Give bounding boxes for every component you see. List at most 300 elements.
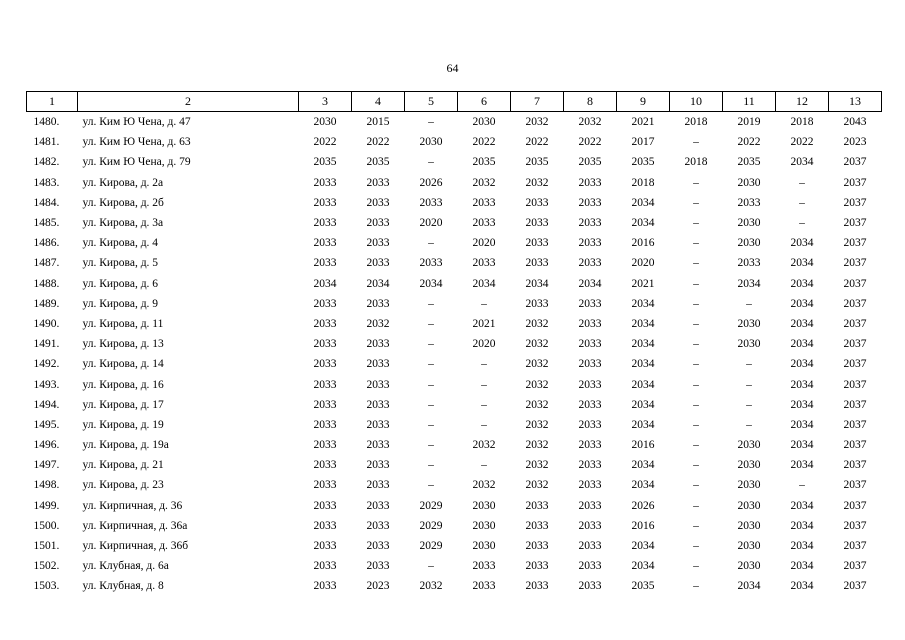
- row-address: ул. Кирова, д. 19а: [82, 439, 169, 452]
- year-cell-col-8: 2033: [578, 540, 602, 553]
- year-cell-col-7: 2033: [525, 237, 549, 250]
- year-cell-col-11: 2022: [737, 136, 761, 149]
- year-cell-col-12: 2034: [790, 237, 814, 250]
- year-cell-col-8: 2033: [578, 418, 602, 431]
- page-number: 64: [446, 61, 459, 75]
- year-cell-col-10: –: [693, 176, 699, 189]
- year-cell-col-8: 2033: [578, 237, 602, 250]
- year-cell-col-5: 2026: [419, 176, 443, 189]
- year-cell-col-9: 2034: [631, 297, 655, 310]
- table-row: [27, 496, 882, 516]
- row-address: ул. Кирова, д. 14: [82, 358, 164, 371]
- year-cell-col-13: 2037: [843, 580, 867, 593]
- year-cell-col-8: 2033: [578, 499, 602, 512]
- year-cell-col-13: 2037: [843, 560, 867, 573]
- row-address: ул. Кирпичная, д. 36б: [82, 540, 189, 553]
- year-cell-col-12: –: [799, 176, 805, 189]
- year-cell-col-6: –: [481, 418, 487, 431]
- year-cell-col-4: 2033: [366, 257, 390, 270]
- year-cell-col-9: 2035: [631, 580, 655, 593]
- table-row: [27, 193, 882, 213]
- year-cell-col-3: 2033: [313, 196, 337, 209]
- year-cell-col-3: 2033: [313, 378, 337, 391]
- column-header-10: 10: [670, 92, 723, 112]
- year-cell-col-6: 2033: [472, 560, 496, 573]
- year-cell-col-13: 2037: [843, 479, 867, 492]
- column-header-6: 6: [458, 92, 511, 112]
- year-cell-col-12: 2034: [790, 560, 814, 573]
- row-number: 1502.: [33, 560, 60, 573]
- year-cell-col-12: 2022: [790, 136, 814, 149]
- year-cell-col-4: 2033: [366, 499, 390, 512]
- year-cell-col-10: –: [693, 217, 699, 230]
- row-number: 1483.: [33, 176, 60, 189]
- year-cell-col-6: 2032: [472, 176, 496, 189]
- year-cell-col-13: 2037: [843, 378, 867, 391]
- year-cell-col-5: –: [428, 378, 434, 391]
- year-cell-col-10: –: [693, 378, 699, 391]
- year-cell-col-6: 2030: [472, 499, 496, 512]
- year-cell-col-3: 2033: [313, 418, 337, 431]
- year-cell-col-12: 2034: [790, 297, 814, 310]
- row-number: 1498.: [33, 479, 60, 492]
- column-header-8: 8: [564, 92, 617, 112]
- year-cell-col-5: –: [428, 338, 434, 351]
- year-cell-col-11: 2030: [737, 317, 761, 330]
- year-cell-col-9: 2034: [631, 479, 655, 492]
- year-cell-col-12: 2034: [790, 398, 814, 411]
- table-row: [27, 274, 882, 294]
- year-cell-col-9: 2034: [631, 398, 655, 411]
- year-cell-col-4: 2033: [366, 560, 390, 573]
- year-cell-col-3: 2033: [313, 237, 337, 250]
- row-address: ул. Кирова, д. 13: [82, 338, 164, 351]
- year-cell-col-5: –: [428, 297, 434, 310]
- year-cell-col-13: 2037: [843, 176, 867, 189]
- year-cell-col-13: 2043: [843, 116, 867, 129]
- year-cell-col-10: –: [693, 317, 699, 330]
- year-cell-col-12: 2034: [790, 519, 814, 532]
- table-row: [27, 334, 882, 354]
- column-header-5: 5: [405, 92, 458, 112]
- year-cell-col-7: 2032: [525, 358, 549, 371]
- year-cell-col-8: 2033: [578, 398, 602, 411]
- year-cell-col-3: 2033: [313, 560, 337, 573]
- year-cell-col-3: 2022: [313, 136, 337, 149]
- year-cell-col-6: 2030: [472, 519, 496, 532]
- year-cell-col-10: –: [693, 277, 699, 290]
- year-cell-col-8: 2033: [578, 479, 602, 492]
- table-row: [27, 576, 882, 596]
- year-cell-col-5: –: [428, 479, 434, 492]
- year-cell-col-10: –: [693, 519, 699, 532]
- year-cell-col-10: –: [693, 196, 699, 209]
- year-cell-col-10: –: [693, 338, 699, 351]
- year-cell-col-3: 2033: [313, 479, 337, 492]
- row-number: 1480.: [33, 116, 60, 129]
- year-cell-col-4: 2033: [366, 479, 390, 492]
- year-cell-col-10: –: [693, 136, 699, 149]
- year-cell-col-3: 2033: [313, 176, 337, 189]
- year-cell-col-4: 2033: [366, 196, 390, 209]
- row-number: 1490.: [33, 317, 60, 330]
- year-cell-col-13: 2037: [843, 277, 867, 290]
- year-cell-col-4: 2033: [366, 459, 390, 472]
- year-cell-col-6: –: [481, 297, 487, 310]
- year-cell-col-3: 2033: [313, 519, 337, 532]
- row-number: 1482.: [33, 156, 60, 169]
- year-cell-col-11: 2035: [737, 156, 761, 169]
- row-number: 1494.: [33, 398, 60, 411]
- year-cell-col-13: 2037: [843, 217, 867, 230]
- year-cell-col-13: 2037: [843, 317, 867, 330]
- year-cell-col-10: –: [693, 459, 699, 472]
- year-cell-col-12: 2034: [790, 459, 814, 472]
- year-cell-col-8: 2033: [578, 176, 602, 189]
- column-header-13: 13: [829, 92, 882, 112]
- table-row: [27, 294, 882, 314]
- row-number: 1491.: [33, 338, 60, 351]
- year-cell-col-13: 2037: [843, 237, 867, 250]
- year-cell-col-11: –: [746, 398, 752, 411]
- year-cell-col-6: 2033: [472, 217, 496, 230]
- year-cell-col-5: 2029: [419, 540, 443, 553]
- row-number: 1495.: [33, 418, 60, 431]
- year-cell-col-6: –: [481, 398, 487, 411]
- year-cell-col-13: 2037: [843, 439, 867, 452]
- year-cell-col-4: 2033: [366, 176, 390, 189]
- year-cell-col-6: 2033: [472, 257, 496, 270]
- year-cell-col-10: 2018: [684, 156, 708, 169]
- year-cell-col-4: 2032: [366, 317, 390, 330]
- year-cell-col-3: 2033: [313, 317, 337, 330]
- year-cell-col-9: 2016: [631, 439, 655, 452]
- year-cell-col-7: 2033: [525, 540, 549, 553]
- year-cell-col-12: 2034: [790, 540, 814, 553]
- year-cell-col-3: 2033: [313, 540, 337, 553]
- year-cell-col-11: –: [746, 297, 752, 310]
- year-cell-col-9: 2026: [631, 499, 655, 512]
- year-cell-col-10: –: [693, 418, 699, 431]
- year-cell-col-13: 2037: [843, 297, 867, 310]
- table-row: [27, 455, 882, 475]
- row-number: 1500.: [33, 519, 60, 532]
- year-cell-col-7: 2035: [525, 156, 549, 169]
- year-cell-col-11: 2030: [737, 176, 761, 189]
- year-cell-col-8: 2033: [578, 297, 602, 310]
- year-cell-col-6: 2030: [472, 540, 496, 553]
- year-cell-col-5: –: [428, 418, 434, 431]
- year-cell-col-12: 2034: [790, 317, 814, 330]
- year-cell-col-11: 2030: [737, 237, 761, 250]
- year-cell-col-12: 2034: [790, 257, 814, 270]
- year-cell-col-10: –: [693, 479, 699, 492]
- year-cell-col-13: 2023: [843, 136, 867, 149]
- year-cell-col-7: 2033: [525, 257, 549, 270]
- year-cell-col-10: –: [693, 297, 699, 310]
- table-row: [27, 374, 882, 394]
- year-cell-col-9: 2034: [631, 358, 655, 371]
- year-cell-col-10: –: [693, 499, 699, 512]
- year-cell-col-13: 2037: [843, 156, 867, 169]
- year-cell-col-13: 2037: [843, 418, 867, 431]
- year-cell-col-12: –: [799, 196, 805, 209]
- column-header-12: 12: [776, 92, 829, 112]
- table-row: [27, 395, 882, 415]
- year-cell-col-6: 2030: [472, 116, 496, 129]
- year-cell-col-7: 2032: [525, 479, 549, 492]
- year-cell-col-7: 2033: [525, 297, 549, 310]
- year-cell-col-5: –: [428, 439, 434, 452]
- housing-registry-table: [26, 91, 882, 597]
- row-address: ул. Кирова, д. 9: [82, 297, 159, 310]
- year-cell-col-13: 2037: [843, 398, 867, 411]
- year-cell-col-11: 2030: [737, 499, 761, 512]
- year-cell-col-3: 2033: [313, 297, 337, 310]
- year-cell-col-6: –: [481, 358, 487, 371]
- year-cell-col-3: 2033: [313, 499, 337, 512]
- year-cell-col-5: –: [428, 560, 434, 573]
- year-cell-col-7: 2032: [525, 418, 549, 431]
- year-cell-col-3: 2033: [313, 358, 337, 371]
- row-address: ул. Кирова, д. 5: [82, 257, 159, 270]
- year-cell-col-4: 2035: [366, 156, 390, 169]
- year-cell-col-12: 2034: [790, 277, 814, 290]
- year-cell-col-11: 2030: [737, 439, 761, 452]
- row-number: 1493.: [33, 378, 60, 391]
- table-header: [27, 92, 882, 112]
- year-cell-col-4: 2033: [366, 338, 390, 351]
- year-cell-col-4: 2022: [366, 136, 390, 149]
- year-cell-col-13: 2037: [843, 338, 867, 351]
- year-cell-col-10: –: [693, 580, 699, 593]
- year-cell-col-6: 2032: [472, 479, 496, 492]
- year-cell-col-4: 2023: [366, 580, 390, 593]
- year-cell-col-9: 2017: [631, 136, 655, 149]
- year-cell-col-12: –: [799, 479, 805, 492]
- year-cell-col-13: 2037: [843, 358, 867, 371]
- row-number: 1487.: [33, 257, 60, 270]
- year-cell-col-9: 2034: [631, 418, 655, 431]
- year-cell-col-10: –: [693, 398, 699, 411]
- table-row: [27, 152, 882, 172]
- year-cell-col-11: –: [746, 358, 752, 371]
- table-row: [27, 253, 882, 273]
- year-cell-col-3: 2033: [313, 217, 337, 230]
- year-cell-col-13: 2037: [843, 459, 867, 472]
- year-cell-col-8: 2032: [578, 116, 602, 129]
- year-cell-col-7: 2032: [525, 398, 549, 411]
- year-cell-col-9: 2034: [631, 317, 655, 330]
- year-cell-col-6: 2022: [472, 136, 496, 149]
- column-header-11: 11: [723, 92, 776, 112]
- year-cell-col-8: 2033: [578, 439, 602, 452]
- year-cell-col-5: 2029: [419, 519, 443, 532]
- year-cell-col-8: 2034: [578, 277, 602, 290]
- year-cell-col-3: 2033: [313, 257, 337, 270]
- year-cell-col-6: 2020: [472, 338, 496, 351]
- year-cell-col-11: 2030: [737, 338, 761, 351]
- row-address: ул. Ким Ю Чена, д. 47: [82, 116, 191, 129]
- year-cell-col-5: –: [428, 358, 434, 371]
- table-row: [27, 354, 882, 374]
- row-address: ул. Клубная, д. 8: [82, 580, 164, 593]
- year-cell-col-9: 2035: [631, 156, 655, 169]
- year-cell-col-5: 2034: [419, 277, 443, 290]
- year-cell-col-8: 2033: [578, 459, 602, 472]
- year-cell-col-7: 2032: [525, 176, 549, 189]
- year-cell-col-9: 2021: [631, 277, 655, 290]
- year-cell-col-12: 2018: [790, 116, 814, 129]
- year-cell-col-11: 2030: [737, 459, 761, 472]
- table-row: [27, 233, 882, 253]
- year-cell-col-7: 2032: [525, 378, 549, 391]
- year-cell-col-5: 2030: [419, 136, 443, 149]
- year-cell-col-3: 2033: [313, 398, 337, 411]
- year-cell-col-10: –: [693, 237, 699, 250]
- year-cell-col-6: 2034: [472, 277, 496, 290]
- table-row: [27, 112, 882, 133]
- year-cell-col-5: 2033: [419, 257, 443, 270]
- year-cell-col-8: 2033: [578, 358, 602, 371]
- year-cell-col-11: 2034: [737, 277, 761, 290]
- column-header-3: 3: [299, 92, 352, 112]
- year-cell-col-3: 2033: [313, 338, 337, 351]
- table-row: [27, 314, 882, 334]
- year-cell-col-9: 2034: [631, 378, 655, 391]
- year-cell-col-13: 2037: [843, 257, 867, 270]
- column-header-4: 4: [352, 92, 405, 112]
- year-cell-col-8: 2033: [578, 317, 602, 330]
- year-cell-col-8: 2033: [578, 196, 602, 209]
- year-cell-col-7: 2022: [525, 136, 549, 149]
- table-row: [27, 516, 882, 536]
- row-number: 1484.: [33, 196, 60, 209]
- year-cell-col-8: 2022: [578, 136, 602, 149]
- year-cell-col-4: 2033: [366, 540, 390, 553]
- year-cell-col-6: 2033: [472, 196, 496, 209]
- year-cell-col-3: 2033: [313, 580, 337, 593]
- table-row: [27, 536, 882, 556]
- year-cell-col-11: 2030: [737, 560, 761, 573]
- year-cell-col-5: –: [428, 156, 434, 169]
- row-address: ул. Кирова, д. 16: [82, 378, 164, 391]
- year-cell-col-12: 2034: [790, 338, 814, 351]
- row-address: ул. Кирпичная, д. 36а: [82, 519, 188, 532]
- year-cell-col-4: 2033: [366, 358, 390, 371]
- year-cell-col-4: 2033: [366, 519, 390, 532]
- year-cell-col-12: 2034: [790, 156, 814, 169]
- row-address: ул. Кирова, д. 2б: [82, 196, 164, 209]
- row-number: 1499.: [33, 499, 60, 512]
- year-cell-col-11: 2019: [737, 116, 761, 129]
- header-row: [27, 92, 882, 112]
- column-header-9: 9: [617, 92, 670, 112]
- year-cell-col-4: 2033: [366, 398, 390, 411]
- year-cell-col-9: 2034: [631, 338, 655, 351]
- year-cell-col-5: 2033: [419, 196, 443, 209]
- row-number: 1485.: [33, 217, 60, 230]
- year-cell-col-9: 2021: [631, 116, 655, 129]
- year-cell-col-8: 2033: [578, 560, 602, 573]
- row-address: ул. Ким Ю Чена, д. 79: [82, 156, 191, 169]
- year-cell-col-3: 2030: [313, 116, 337, 129]
- year-cell-col-5: –: [428, 398, 434, 411]
- year-cell-col-5: –: [428, 237, 434, 250]
- table-row: [27, 475, 882, 495]
- table-row: [27, 132, 882, 152]
- year-cell-col-7: 2033: [525, 499, 549, 512]
- year-cell-col-4: 2033: [366, 297, 390, 310]
- year-cell-col-7: 2033: [525, 217, 549, 230]
- year-cell-col-4: 2033: [366, 418, 390, 431]
- year-cell-col-10: –: [693, 540, 699, 553]
- year-cell-col-9: 2034: [631, 560, 655, 573]
- year-cell-col-5: –: [428, 317, 434, 330]
- year-cell-col-12: 2034: [790, 580, 814, 593]
- row-address: ул. Кирова, д. 4: [82, 237, 159, 250]
- column-header-7: 7: [511, 92, 564, 112]
- year-cell-col-7: 2033: [525, 580, 549, 593]
- column-header-1: 1: [27, 92, 78, 112]
- year-cell-col-11: –: [746, 418, 752, 431]
- year-cell-col-6: 2033: [472, 580, 496, 593]
- year-cell-col-10: 2018: [684, 116, 708, 129]
- year-cell-col-6: –: [481, 378, 487, 391]
- table-row: [27, 173, 882, 193]
- year-cell-col-5: 2020: [419, 217, 443, 230]
- row-number: 1481.: [33, 136, 60, 149]
- row-address: ул. Кирова, д. 23: [82, 479, 164, 492]
- year-cell-col-4: 2034: [366, 277, 390, 290]
- year-cell-col-13: 2037: [843, 519, 867, 532]
- year-cell-col-3: 2033: [313, 459, 337, 472]
- year-cell-col-12: 2034: [790, 499, 814, 512]
- year-cell-col-7: 2032: [525, 338, 549, 351]
- year-cell-col-6: 2020: [472, 237, 496, 250]
- year-cell-col-3: 2035: [313, 156, 337, 169]
- column-header-2: 2: [78, 92, 299, 112]
- year-cell-col-9: 2034: [631, 459, 655, 472]
- row-number: 1492.: [33, 358, 60, 371]
- year-cell-col-11: 2030: [737, 519, 761, 532]
- year-cell-col-8: 2033: [578, 338, 602, 351]
- year-cell-col-11: 2030: [737, 217, 761, 230]
- year-cell-col-9: 2016: [631, 237, 655, 250]
- year-cell-col-6: 2035: [472, 156, 496, 169]
- row-number: 1489.: [33, 297, 60, 310]
- year-cell-col-9: 2020: [631, 257, 655, 270]
- row-number: 1486.: [33, 237, 60, 250]
- row-number: 1496.: [33, 439, 60, 452]
- year-cell-col-7: 2032: [525, 116, 549, 129]
- table-body: [27, 112, 882, 597]
- row-address: ул. Кирова, д. 3а: [82, 217, 164, 230]
- year-cell-col-5: –: [428, 459, 434, 472]
- year-cell-col-10: –: [693, 358, 699, 371]
- year-cell-col-5: 2032: [419, 580, 443, 593]
- row-number: 1503.: [33, 580, 60, 593]
- year-cell-col-4: 2033: [366, 237, 390, 250]
- year-cell-col-7: 2032: [525, 439, 549, 452]
- table-row: [27, 435, 882, 455]
- year-cell-col-11: 2034: [737, 580, 761, 593]
- year-cell-col-12: 2034: [790, 418, 814, 431]
- year-cell-col-4: 2015: [366, 116, 390, 129]
- table-row: [27, 213, 882, 233]
- year-cell-col-8: 2033: [578, 257, 602, 270]
- year-cell-col-11: 2033: [737, 257, 761, 270]
